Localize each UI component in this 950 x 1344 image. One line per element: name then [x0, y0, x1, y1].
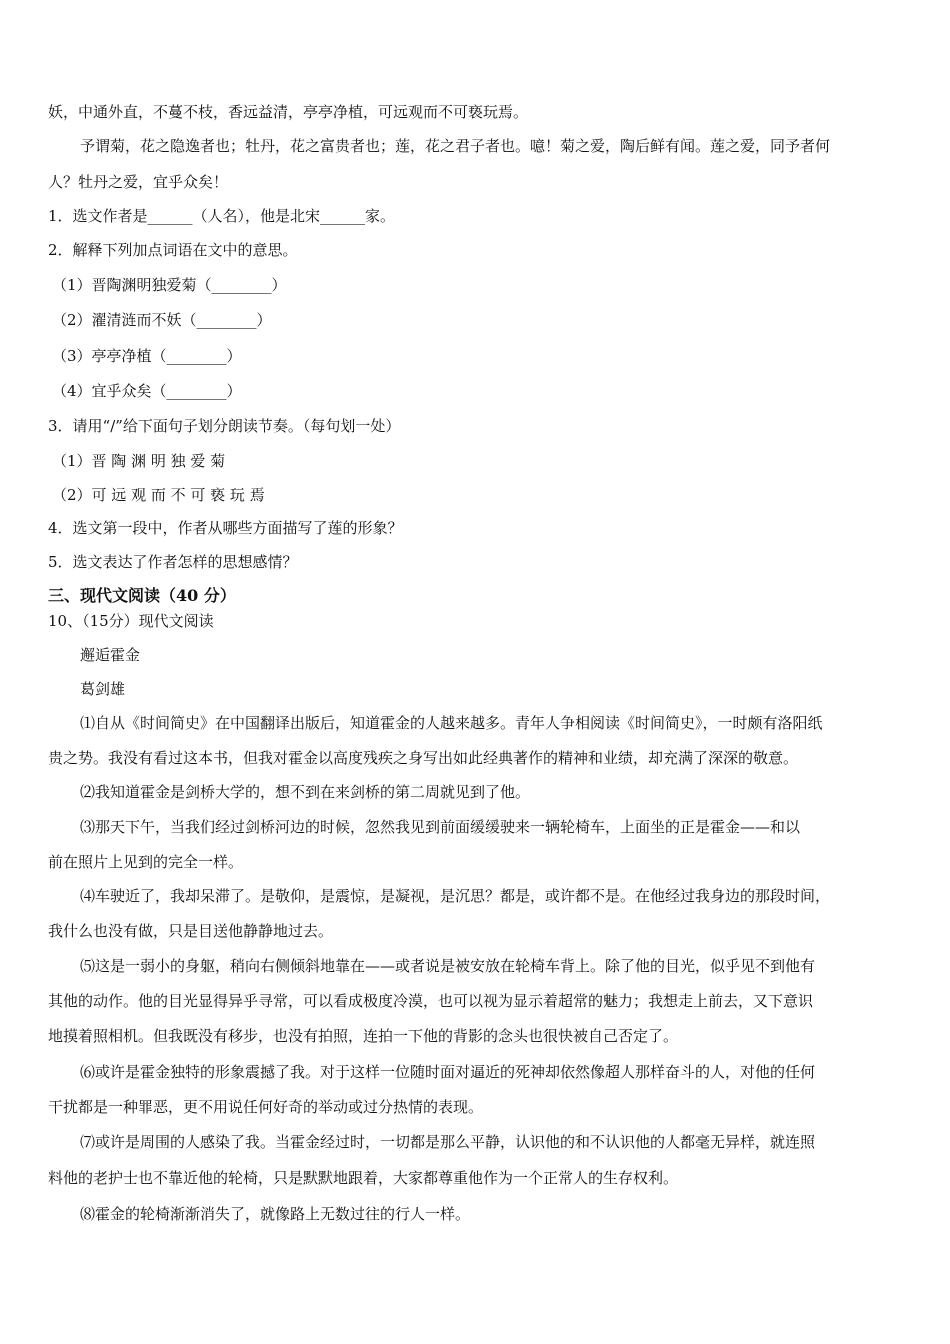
article-author: 葛剑雄 — [80, 680, 126, 698]
paragraph-line: ⑺或许是周围的人感染了我。当霍金经过时，一切都是那么平静，认识他的和不认识他的人都毫无异样，就连照 — [80, 1133, 816, 1151]
question-2-item: （4）宜乎众矣（________） — [52, 382, 242, 400]
question-10: 10、（15分）现代文阅读 — [48, 612, 214, 630]
paragraph-line: 料他的老护士也不靠近他的轮椅，只是默默地跟着，大家都尊重他作为一个正常人的生存权利。 — [48, 1169, 679, 1187]
paragraph-line: 干扰都是一种罪恶，更不用说任何好奇的举动或过分热情的表现。 — [48, 1098, 484, 1116]
question-2-item: （3）亭亭净植（________） — [52, 347, 242, 365]
question-2-item: （1）晋陶渊明独爱菊（________） — [52, 276, 287, 294]
question-4: 4．选文第一段中，作者从哪些方面描写了莲的形象？ — [48, 519, 403, 537]
question-2: 2．解释下列加点词语在文中的意思。 — [48, 241, 298, 259]
paragraph-line: 贵之势。我没有看过这本书，但我对霍金以高度残疾之身写出如此经典著作的精神和业绩，却充满了深深的敬意。 — [48, 749, 799, 767]
question-2-item: （2）濯清涟而不妖（________） — [52, 311, 272, 329]
paragraph-line: ⑻霍金的轮椅渐渐消失了，就像路上无数过往的行人一样。 — [80, 1205, 471, 1223]
paragraph-line: ⑵我知道霍金是剑桥大学的，想不到在来剑桥的第二周就见到了他。 — [80, 783, 531, 801]
text-line: 妖，中通外直，不蔓不枝，香远益清，亭亭净植，可远观而不可亵玩焉。 — [48, 103, 529, 121]
paragraph-line: ⑹或许是霍金独特的形象震撼了我。对于这样一位随时面对逼近的死神却依然像超人那样奋斗的人，对他的任何 — [80, 1063, 816, 1081]
paragraph-line: ⑸这是一弱小的身躯，稍向右侧倾斜地靠在——或者说是被安放在轮椅车背上。除了他的目光，似乎见不到他有 — [80, 957, 816, 975]
question-3-item: （1）晋 陶 渊 明 独 爱 菊 — [52, 452, 226, 470]
question-3: 3．请用“/”给下面句子划分朗读节奏。（每句划一处） — [48, 417, 401, 435]
text-line: 予谓菊，花之隐逸者也；牡丹，花之富贵者也；莲，花之君子者也。噫！菊之爱，陶后鲜有闻。莲之爱，同予者何 — [80, 137, 831, 155]
question-1: 1．选文作者是______（人名），他是北宋______家。 — [48, 207, 396, 225]
section-heading: 三、现代文阅读（40 分） — [48, 586, 236, 605]
paragraph-line: 其他的动作。他的目光显得异乎寻常，可以看成极度冷漠，也可以视为显示着超常的魅力；我想走上前去，又下意识 — [48, 992, 814, 1010]
question-5: 5．选文表达了作者怎样的思想感情？ — [48, 553, 298, 571]
text-line: 人？牡丹之爱，宜乎众矣！ — [48, 173, 229, 191]
article-title: 邂逅霍金 — [80, 646, 141, 664]
paragraph-line: 我什么也没有做，只是目送他静静地过去。 — [48, 922, 334, 940]
paragraph-line: 前在照片上见到的完全一样。 — [48, 853, 244, 871]
paragraph-line: 地摸着照相机。但我既没有移步，也没有拍照，连拍一下他的背影的念头也很快被自己否定了。 — [48, 1027, 679, 1045]
paragraph-line: ⑶那天下午，当我们经过剑桥河边的时候，忽然我见到前面缓缓驶来一辆轮椅车，上面坐的正是霍金——和以 — [80, 818, 801, 836]
paragraph-line: ⑷车驶近了，我却呆滞了。是敬仰，是震惊，是凝视，是沉思？都是，或许都不是。在他经过我身边的那段时间， — [80, 887, 831, 905]
question-3-item: （2）可 远 观 而 不 可 亵 玩 焉 — [52, 486, 265, 504]
paragraph-line: ⑴自从《时间简史》在中国翻译出版后，知道霍金的人越来越多。青年人争相阅读《时间简史》，一时颇有洛阳纸 — [80, 714, 823, 732]
